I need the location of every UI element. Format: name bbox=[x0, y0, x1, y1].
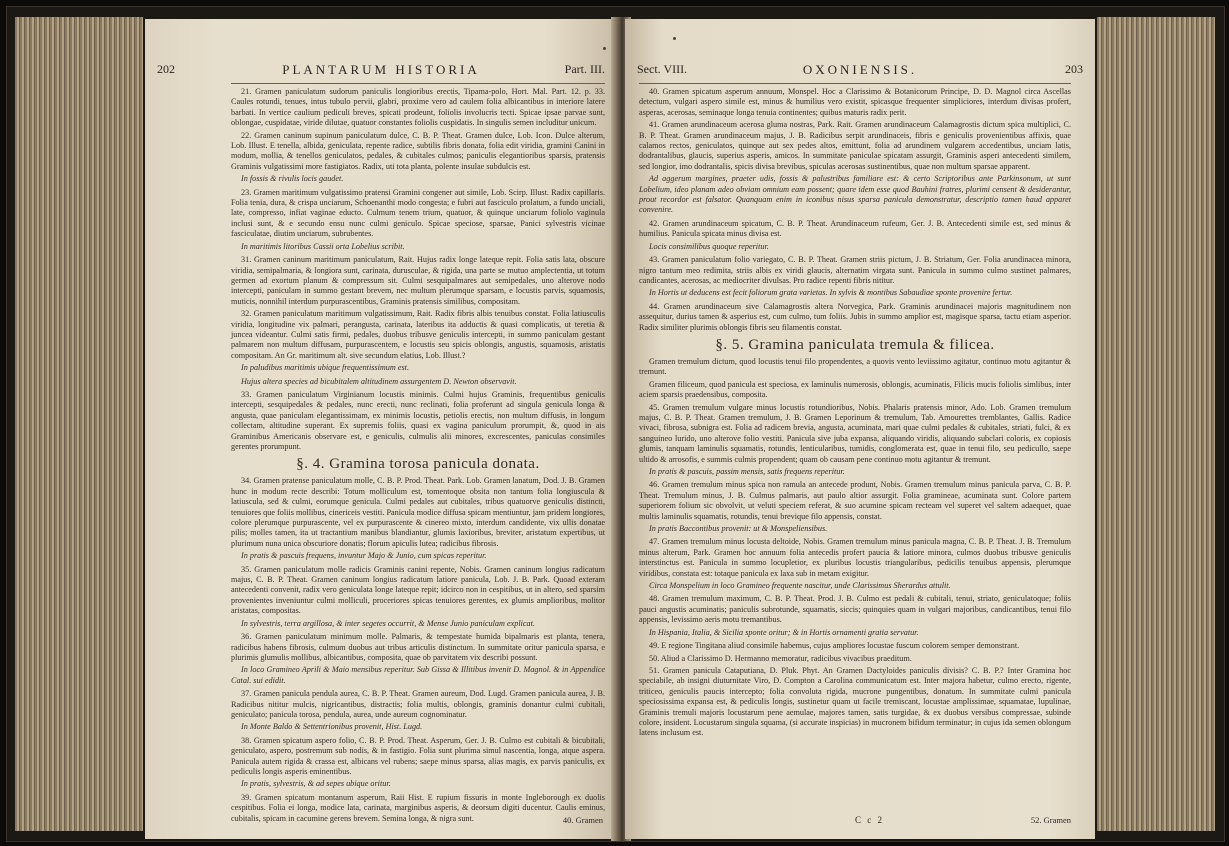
signature-mark: C c 2 bbox=[855, 815, 884, 825]
part-label: Part. III. bbox=[564, 62, 605, 76]
section-heading: §. 4. Gramina torosa panicula donata. bbox=[296, 456, 540, 473]
paragraph: In pratis Baccontibus provenit: ut & Monspeliensibus. bbox=[649, 524, 828, 534]
left-page bbox=[145, 19, 617, 839]
paragraph: 34. Gramen pratense paniculatum molle, C. B. P. Prod. Theat. Park. Lob. Gramen lanatum, Dod. J. B. Gramen hunc in modum recte describi: Totum molliculum est, tomentoque obsita non tantum folia longiuscula & latiuscula, sed & culmi, eorumque genicula. Culmi pedales aut cubitales, tribus quatuorve geniculis distincti, tenuiores que foliis mollibus, cinericeis vestiti. Panicula modice diffusa spicam mentiuntur, jam pridem longiores, colore plerumque purpurascente, vel ex purpurascente & cinereo mixto, interdum candidente, vix ullis donatae pilis; molles tamen, ita ut tractantium manibus blandiantur, glumis laxioribus, breviter, aristatum expertibus, ut plurimum nuna unica obscuriore donatis; florum apiculis lutea; radicibus fibrosis. bbox=[231, 476, 605, 548]
paragraph: 46. Gramen tremulum minus spica non ramula an antecede produnt, Nobis. Gramen tremulum minus panicula parva, C. B. P. Theat. Tremulum minus, J. B. Culmus palmaris, aut paulo altior assurgit. Folia gramineae, acuminata sunt. Colore partem superiorem folium sic obvolvit, ut veluti speciem referat, & suo acumine spicam recteam vel superet vel saltem adaequet, quae multis laminulis squamatis, rotundis, tenui brevique filo appensis, constat. bbox=[639, 480, 1071, 521]
paragraph: 32. Gramen paniculatum maritimum vulgatissimum, Rait. Radix fibris albis tenuibus constat. Folia latiusculis viridia, longitudine vix palmari, perangusta, carinata, lateribus ita adductis & quasi complicatis, ut teretia & juncea videantur. Culmi satis firmi, pedales, duobus tribusve geniculis intercepti, in summo paniculam gestant palmarem non multum diffusam, purpurascentem, e locustis seu spicis oblongis, angustis, squamosis, aristatis compositam. An Gr. maritimum alt. sive secundum elatius, Lob. Illust.? bbox=[231, 309, 605, 360]
page-speck bbox=[603, 47, 606, 50]
paragraph: In sylvestris, terra argillosa, & inter segetes occurrit, & Mense Junio paniculam explicat. bbox=[241, 618, 535, 628]
section-heading: §. 5. Gramina paniculata tremula & filicea. bbox=[715, 336, 995, 353]
running-head: PLANTARUM HISTORIA bbox=[282, 62, 480, 77]
paragraph: 41. Gramen arundinaceum acerosa gluma nostras, Park. Rait. Gramen arundinaceum Calamagrostis dictum spica multiplici, C. B. P. Theat. Gramen arundinaceum majus, J. B. Radicibus serpit arundinaceis, fibris e geniculis provenientibus affixis, quae calamos rectos, geniculatos, quinque aut sex pedes altos, emittunt, folia ad arundinem vulgarem accedentibus, unciam latis, dodrantalibus, glaucis, superius asperis, amicos. In summitate paniculae spicatam assurgit, Graminis asperi antecedenti similem, sed longior, imo dodrantalis, spicis divisa brevibus, spiculas acerosas sustinentibus, quae non multum sparsae apparent. bbox=[639, 120, 1071, 171]
paragraph: 51. Gramen panicula Cataputiana, D. Pluk. Phyt. An Gramen Dactyloides paniculis divisis? C. B. P.? Inter Gramina hoc speciabile, ab insigni diuturnitate Viro, D. Compton a Carolina communicatum est. Inter majora habetur, culmo erecto, rigente, triticeo, geniculis paucis intercepto; folia convoluta rigida, mucrone pungentibus, donatum. In summitate culmi panicula speciosissima expansa est, & pediculis longis, sustinetur quam ut facile tremiscant, locustae amplissimae, squamatae, lupulinae, Graminis tremuli majoris locustarum pene aemulae, majores tamen, satis turgidae, & ex duobus versibus compressae, subinde colore, insident. Locustarum singula squama, (si accurate inspicias) in mucronem bifidum terminatur; in cujus ida semen oblongum latens inclusum est. bbox=[639, 665, 1071, 738]
paragraph: 39. Gramen spicatum montanum asperum, Raii Hist. E rupium fissuris in monte Ingleborough ex duolis cespitibus. Folia ei longa, modice lata, carinata, marginibus asperis, & deorsum digiti ducentur. Caulis eminus, cubitalis, spicam in cacumine gerens brevem. Semina longa, & nigra sunt. bbox=[231, 792, 605, 823]
page-speck bbox=[673, 37, 676, 40]
paragraph: 23. Gramen maritimum vulgatissimo pratensi Gramini congener aut simile, Lob. Scirp. Illust. Radix capillaris. Folia tenia, dura, & crispa unciarum, Schoenanthi modo congesta; e fubri aut fasciculo prolatum, a fundo unciali, late, compresso, infiat vaginae educto. Culmum tenem trium, quatuor, & quinque unciarum foliolo vaginula inclusi sunt, & e secundo ensu nunc culmi geniculo. Spicae speciose, sparsae, Panici sylvestris vicinae fasciculatae, diutim unciarum, subrubentes. bbox=[231, 187, 605, 239]
right-page-header bbox=[637, 62, 1083, 80]
paragraph: 47. Gramen tremulum minus locusta deltoide, Nobis. Gramen tremulum minus panicula magna, C. B. P. Theat. J. B. Tremulum minus alterum, Park. Gramen hoc annuum folia antecedis profert paucia & latiore minora, culmos duobus tribusve geniculis interstinctus est. Panicula in summo locupletior, ex pluribus locustis triangularibus, pedicilis tenuibus appensis, plerumque viridibus, constata est: totaque panicula ex laxa sub in metam exigitur. bbox=[639, 537, 1071, 578]
right-paragraphs-a bbox=[639, 87, 1071, 333]
paragraph: In paludibus maritimis ubique frequentissimum est. bbox=[241, 363, 409, 373]
paragraph: Gramen tremulum dictum, quod locustis tenui filo propendentes, a quovis vento leviissimo agitatur, continuo motu agitantur & tremunt. bbox=[639, 356, 1071, 377]
paragraph: 21. Gramen paniculatum sudorum paniculis longioribus erectis, Tipama-polo, Hort. Mal. Part. 12. p. 33. Caules rotundi, tenues, intus tubulo pervii, glabri, proxime vero ad caulem folia albicantibus in interiore latere barbati. In vertice caulium pediculi breves, spicati prodeunt, foliolis involucris tecti. Spicae ipsae parvae sunt, oblongae, cuspidatae, viride dilutae, quatuor constantes foliolis cuspidatis. In singulis semen includitur unicum. bbox=[231, 87, 605, 128]
left-paragraphs-a bbox=[231, 87, 605, 452]
paragraph: In pratis, sylvestris, & ad sepes ubique oritur. bbox=[241, 779, 391, 789]
paragraph: 44. Gramen arundinaceum sive Calamagrostis altera Norvegica, Park. Graminis arundinacei majoris magnitudinem non assequitur, durius tamen & asperius est, cum culmo, tum foliis. Jubis in summo amplior est, magisque sparsa, tactu etiam asperior. Radix similiter plurimis oblongis fibris seu filamentis constat. bbox=[639, 301, 1071, 332]
running-head: OXONIENSIS. bbox=[802, 62, 918, 77]
book-photo-frame bbox=[6, 6, 1225, 842]
left-page-text bbox=[231, 83, 605, 831]
paragraph: In Hispania, Italia, & Sicilia sponte oritur; & in Hortis ornamenti gratia servatur. bbox=[649, 627, 919, 637]
paragraph: Ad aggerum margines, praeter udis, fossis & palustribus familiare est: & certo Scriptoribus ante Parkinsonum, ut sunt Lobelium, ideo planam adeo obviam omnium eam possent; quare idem esse quod Bauhini fratres, plurimi censent & desiderantur, prout recordor est falsator. Quanquam enim in iconibus nisus sparsa panicula demonstratur, descriptio tamen haud apparet convenire. bbox=[639, 174, 1071, 215]
left-page-edges bbox=[15, 17, 143, 831]
page-number: 202 bbox=[157, 62, 175, 76]
header-rule bbox=[639, 83, 1071, 84]
header-rule bbox=[231, 83, 605, 84]
paragraph: 22. Gramen caninum supinum paniculatum dulce, C. B. P. Theat. Gramen dulce, Lob. Icon. Dulce alterum, Lob. Illust. E tenella, albida, geniculata, repente radice, subtilis fibris donata, folia edit viridia, gramini Canini in modum, mollia, & tenellos geniculatos, pedales, & cubitales culmos; paniculis elegantioribus sparsis, pratensis Graminis vulgatissimi more fastigiatos. Radix, uti tota planta, polente insulae subdulcis est. bbox=[231, 130, 605, 171]
paragraph: 40. Gramen spicatum asperum annuum, Monspel. Hoc a Clarissimo & Botanicorum Principe, D. D. Magnol circa Ascellas detectum, vulgari aspero simile est, minus & humilius vero existit, spicasque frequenter simpliciores, interdum divisas profert, asperas, acerosas, seminaque longa tenuia continentes; quibus maturis radix perit. bbox=[639, 87, 1071, 117]
paragraph: In loco Gramineo Aprili & Maio mensibus reperitur. Sub Gissa & Illitibus invenit D. Magnol. & in Appendice Catal. sui edidit. bbox=[231, 665, 605, 685]
catchword: 40. Gramen bbox=[562, 815, 603, 825]
left-page-header bbox=[157, 62, 605, 80]
paragraph: 31. Gramen caninum maritimum paniculatum, Rait. Hujus radix longe lateque repit. Folia satis lata, obscure viridia, semipalmaria, & longiora sunt, carinata, durusculae, & rigida, una parte se mutuo amplectentia, ut totum germen ad exortum planum & compressum sit. Culmi sesquipalmares aut semipedales, uno alterove nodo intercepti, paniculam in summo gestant brevem, nec multum plerumque sparsam, e locustis parvis, squamosis, muticis, nonnihil interdum purpurascentibus, Graminis pratensis similibus, compositam. bbox=[231, 255, 605, 306]
paragraph: 42. Gramen arundinaceum spicatum, C. B. P. Theat. Arundinaceum rufeum, Ger. J. B. Antecedenti simile est, sed minus & humilius. Panicula spicata minus divisa est. bbox=[639, 218, 1071, 239]
paragraph: In pratis & pascuis, passim mensis, satis frequens reperitur. bbox=[649, 467, 845, 476]
paragraph: 35. Gramen paniculatum molle radicis Graminis canini repente, Nobis. Gramen caninum longius radicatum majus, C. B. P. Theat. Gramen caninum longius radicatum latiore panicula, Lob. J. B. Park. Quoad exteram antecedenti convenit, radix vero geniculata longe lateque repit; idcirco non in cespitibus, ut in altero, sed sparsim provenientes inveniuntur culmi molliculi, proceriores spicas tenuiores gerentes, ex glumis amplioribus, molitor aristatas, compositas. bbox=[231, 564, 605, 616]
paragraph: 45. Gramen tremulum vulgare minus locustis rotundioribus, Nobis. Phalaris pratensis minor, Ado. Lob. Gramen tremulum majus, C. B. P. Theat. Gramen tremulum, J. B. Gramen Leporinum & tremulum, Tab. Amourettes tremblantes, Gallis. Radice vivaci, fibrosa, subnigra est. Folia ad radicem brevia, angusta, acuminata, mari quae culmi pedales & cubitales, striati, fulci, & ex sanguineo lurido, uno alterove folio vestiti. Panicula sive juba expansa, aliquando viridis, aliquando subclari coloris, ex copiosis glumis, tanquam laminulis squamatis, rotundis, lenticularibus, tumidis, conglomerata est, quae in tenui filo, seu pedicullo, saepe ultido & arrosofis, e summis culmis propendent; quam ob causam pene continuo motu agitantur & tremunt. bbox=[639, 402, 1071, 464]
paragraph: Hujus altera species ad bicubitalem altitudinem assurgentem D. Newton observavit. bbox=[241, 376, 517, 386]
right-paragraphs-b bbox=[639, 357, 1071, 739]
paragraph: In maritimis litoribus Cassii orta Lobelius scribit. bbox=[241, 241, 405, 251]
paragraph: In pratis & pascuis frequens, invuntur Majo & Junio, cum spicas reperitur. bbox=[241, 551, 487, 561]
paragraph: In fossis & rivulis locis gaudet. bbox=[241, 174, 344, 184]
left-paragraphs-b bbox=[231, 476, 605, 824]
section-label: Sect. VIII. bbox=[637, 62, 688, 76]
catchword: 52. Gramen bbox=[1030, 815, 1071, 825]
paragraph: 50. Aliud a Clarissimo D. Hermanno memoratur, radicibus vivacibus praeditum. bbox=[649, 653, 912, 663]
paragraph: 38. Gramen spicatum aspero folio, C. B. P. Prod. Theat. Asperum, Ger. J. B. Culmo est cubitali & bicubitali, geniculato, aspero, postremum sub nodis, & in fastigio. Folia sunt plurima simul nascentia, longa, atque aspera. Panicula autem rigida & crassa est, albicans vel rubens; saepe minus sparsa, alias magis, ex parvis paniculis, ex pediculis longis asperis eminentibus. bbox=[231, 735, 605, 776]
paragraph: 33. Gramen paniculatum Virginianum locustis minimis. Culmi hujus Graminis, frequentibus geniculis intercepti, sesquipedales & pedales, nunc erecti, nunc reclinati, folia proferunt ad singula genicula longa & angusta, quae paniculam elegantissimam, ex minimis locustis, petiolis erectis, non multum diffusis, in longum collectam, altitudine superant. Ex supremis foliis, quasi ex vagina paniculum prorumpit, &, quod in ais Graminibus Americanis observare est, e geniculis, culmulis alii minores, excrescentes, paniculas consimiles gerentes prorumpunt. bbox=[231, 389, 605, 451]
paragraph: In Monte Baldo & Settentrionibus provenit, Hist. Lugd. bbox=[241, 722, 423, 732]
paragraph: Gramen filiceum, quod panicula est speciosa, ex laminulis numerosis, oblongis, acuminatis, Filicis mucis foliolis simlibus, inter aciem sparsis praedensibus, composita. bbox=[639, 379, 1071, 400]
paragraph: In Hortis ut deducens est fecit foliorum grata varietas. In sylvis & montibus Sabaudiae sponte provenire fertur. bbox=[649, 288, 1013, 298]
paragraph: 48. Gramen tremulum maximum, C. B. P. Theat. Prod. J. B. Culmo est pedali & cubitali, tenui, striato, geniculatoque; foliis pauci angustis acuminatis; paniculis subrotunde, squamatis, siccis; quinquies quam in vulgari majoribus, candicantibus, tenui filo appensis, levissimo aeris motu tremantibus. bbox=[639, 594, 1071, 625]
page-number: 203 bbox=[1065, 62, 1083, 76]
paragraph: Circa Monspelium in loco Gramineo frequente nascitur, unde Clarissimus Sherardus attulit. bbox=[649, 581, 951, 591]
paragraph: 43. Gramen paniculatum folio variegato, C. B. P. Theat. Gramen striis pictum, J. B. Striatum, Ger. Folia arundinacea minora, nigro tantum meo redimita, striis albis ex viridi glaucis, alternatim virgata sunt. Panicula in summo culmo sustinet palmares, candicantes, acerosas, ac mediocriter divulsas. Pro radice repenti fibris nititur. bbox=[639, 255, 1071, 285]
right-page-text bbox=[639, 83, 1071, 831]
right-page bbox=[625, 19, 1095, 839]
paragraph: Locis consimilibus quoque reperitur. bbox=[649, 241, 769, 251]
paragraph: 37. Gramen panicula pendula aurea, C. B. P. Theat. Gramen aureum, Dod. Lugd. Gramen panicula aurea, J. B. Radicibus nititur mulcis, nigricantibus, distractis; folia multis, oblongis, graminis donantur culmi cubitali, geniculato; panicula torosa, pendula, aurea, unde aureum cognominatur. bbox=[231, 689, 605, 719]
right-page-edges bbox=[1097, 17, 1215, 831]
paragraph: 36. Gramen paniculatum minimum molle. Palmaris, & tempestate humida bipalmaris est planta, tenera, radicibus habens fibrosis, culmum duobus aut tribus articulis distinctum. In summitate oritur panicula sparsa, e plurimis glumulis mollibus, albicantibus, composita, quae ob parvitatem vix describi possunt. bbox=[231, 632, 605, 662]
paragraph: 49. E regione Tingitana aliud consimile habemus, cujus ampliores locustae fuscum colorem semper demonstrant. bbox=[649, 641, 1020, 651]
